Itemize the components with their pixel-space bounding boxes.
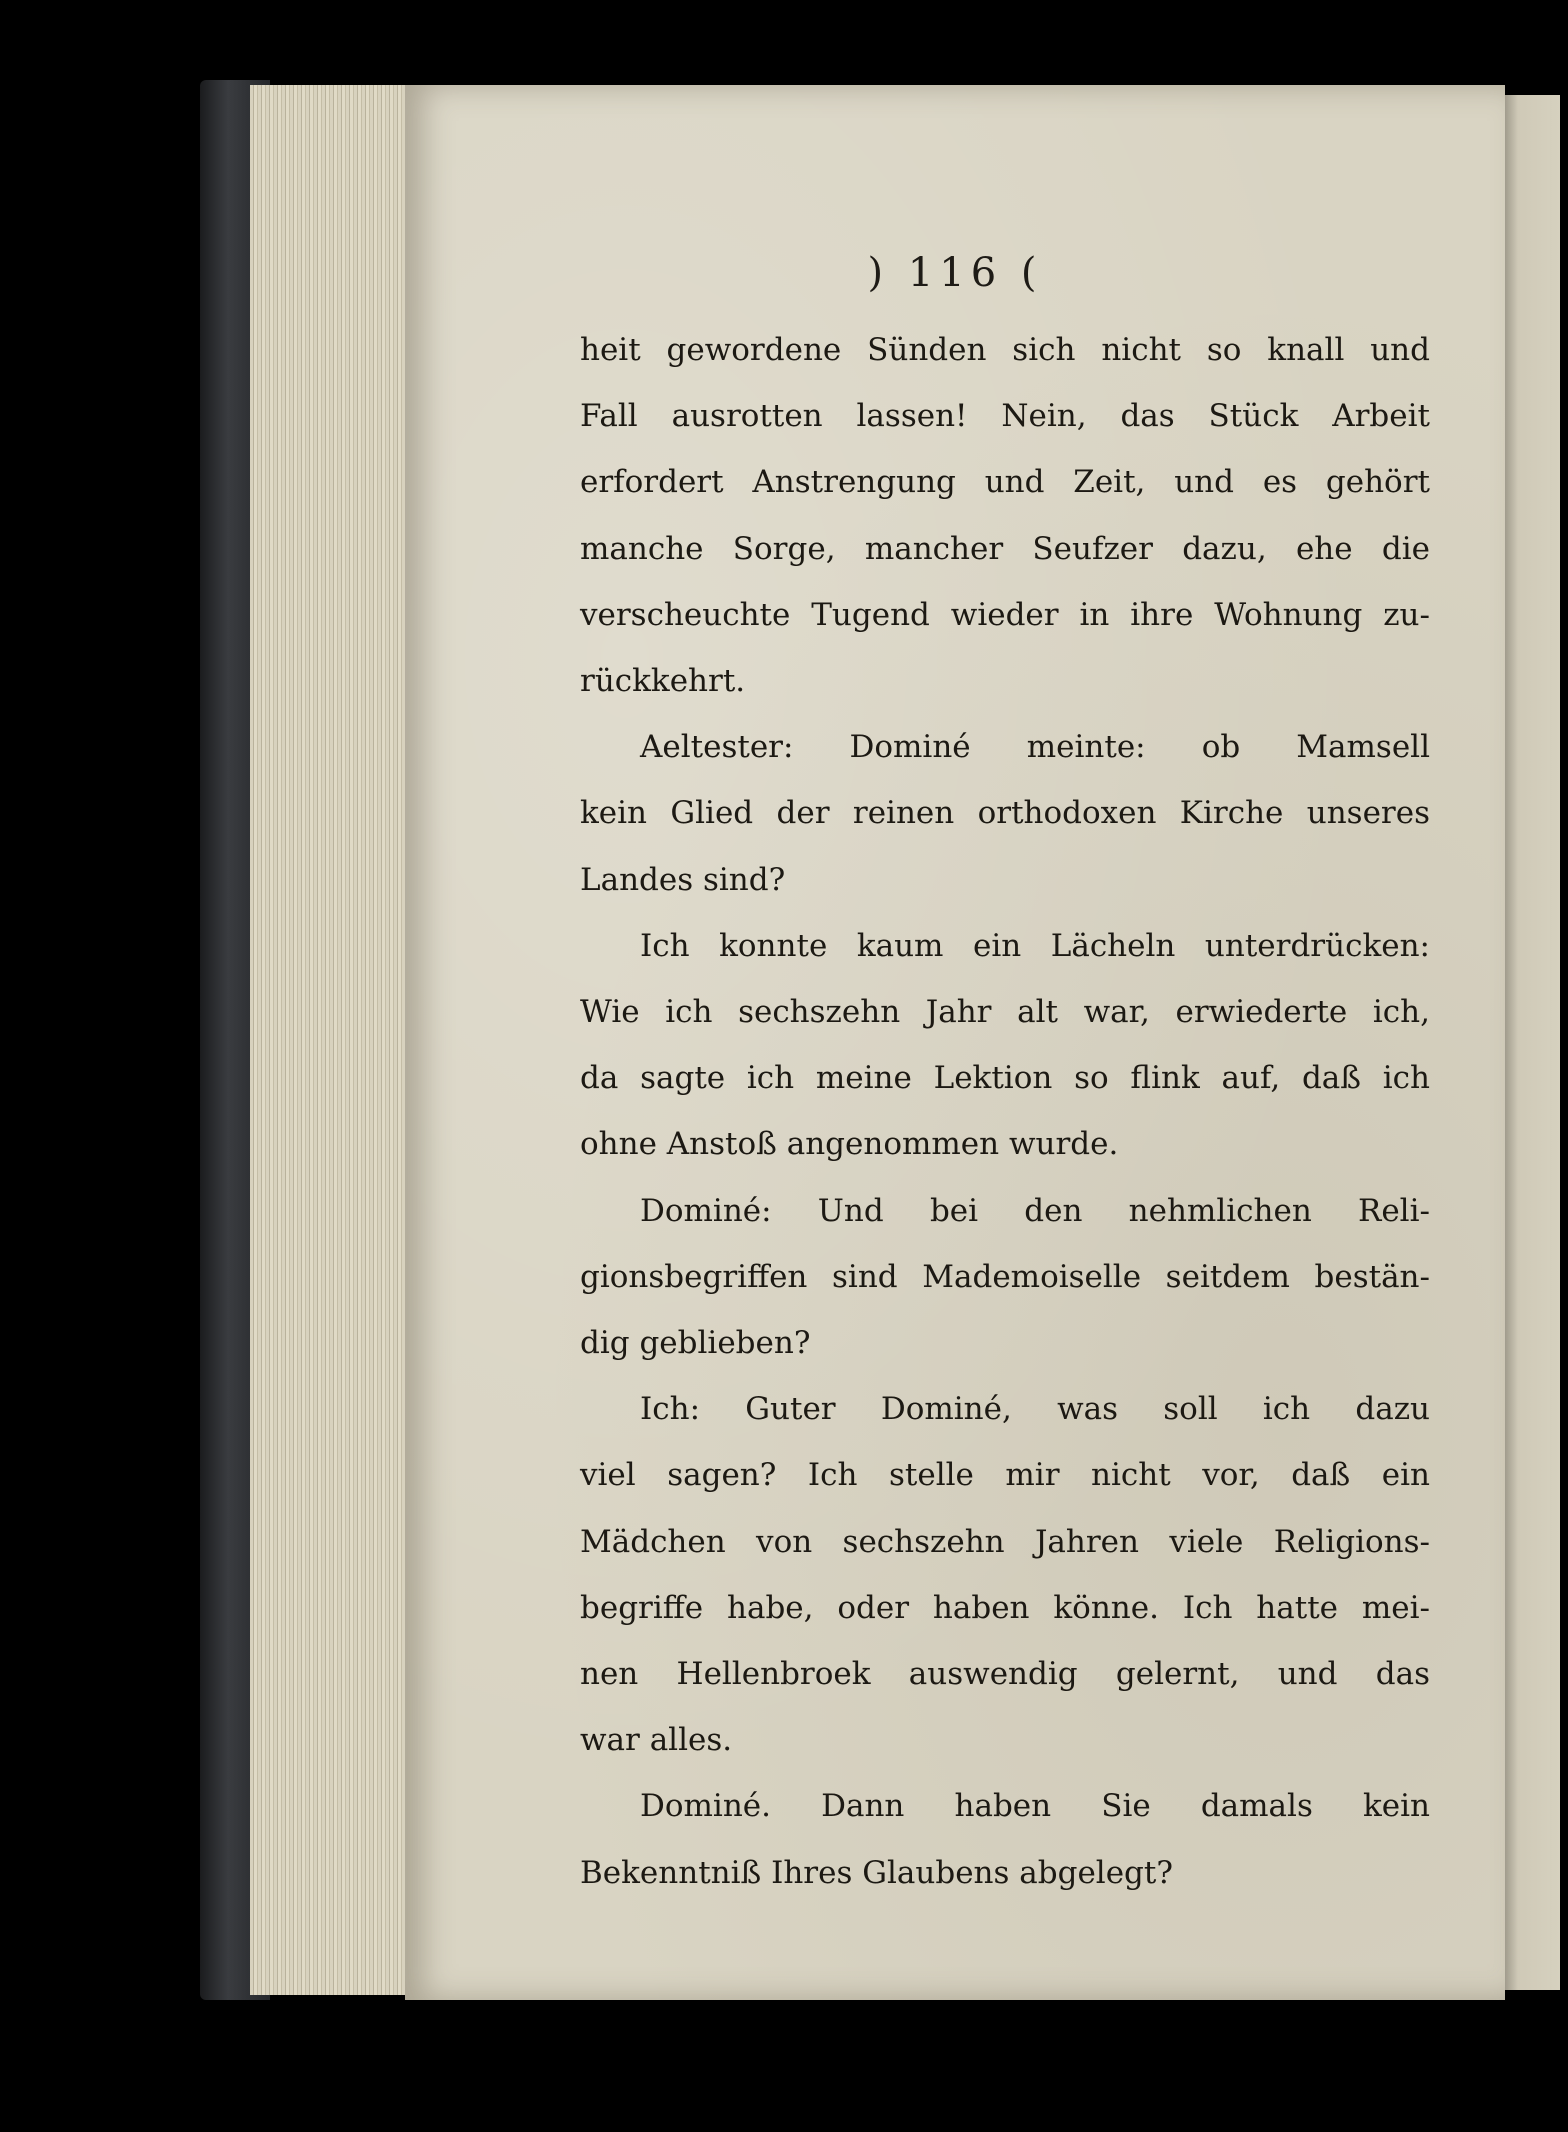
text-line: viel sagen? Ich stelle mir nicht vor, daß ein <box>580 1457 1430 1494</box>
text-line: Aeltester: Dominé meinte: ob Mamsell <box>640 729 1430 766</box>
text-line: Mädchen von sechszehn Jahren viele Religions- <box>580 1523 1430 1560</box>
page-stack-edges <box>250 85 410 1995</box>
page-text <box>580 317 1430 1906</box>
text-line: dig geblieben? <box>580 1325 811 1362</box>
text-line: heit gewordene Sünden sich nicht so knall und <box>580 332 1430 368</box>
text-line: nen Hellenbroek auswendig gelernt, und das <box>580 1656 1430 1693</box>
text-line: verscheuchte Tugend wieder in ihre Wohnung zu- <box>580 596 1430 633</box>
text-line: ohne Anstoß angenommen wurde. <box>580 1126 1119 1163</box>
text-line: manche Sorge, mancher Seufzer dazu, ehe die <box>580 530 1430 567</box>
text-line: Landes sind? <box>580 861 786 898</box>
text-line: Dominé: Und bei den nehmlichen Reli- <box>640 1192 1430 1229</box>
text-line: Wie ich sechszehn Jahr alt war, erwiederte ich, <box>580 994 1430 1031</box>
facing-page-edge <box>1500 95 1560 1990</box>
text-line: Bekenntniß Ihres Glaubens abgelegt? <box>580 1854 1173 1891</box>
text-line: erfordert Anstrengung und Zeit, und es gehört <box>580 464 1430 501</box>
text-line: Ich: Guter Dominé, was soll ich dazu <box>640 1391 1430 1428</box>
text-line: war alles. <box>580 1722 733 1759</box>
text-line: gionsbegriffen sind Mademoiselle seitdem bestän- <box>580 1258 1430 1295</box>
text-line: Fall ausrotten lassen! Nein, das Stück Arbeit <box>580 398 1430 435</box>
book-page <box>405 85 1505 2000</box>
page-number: ) 116 ( <box>867 250 1043 296</box>
text-line: Dominé. Dann haben Sie damals kein <box>640 1788 1430 1825</box>
text-line: begriffe habe, oder haben könne. Ich hatte mei- <box>580 1589 1430 1626</box>
text-line: Ich konnte kaum ein Lächeln unterdrücken: <box>640 927 1430 964</box>
text-line: kein Glied der reinen orthodoxen Kirche unseres <box>580 795 1430 832</box>
text-line: rückkehrt. <box>580 663 746 700</box>
text-line: da sagte ich meine Lektion so flink auf, daß ich <box>580 1060 1430 1097</box>
